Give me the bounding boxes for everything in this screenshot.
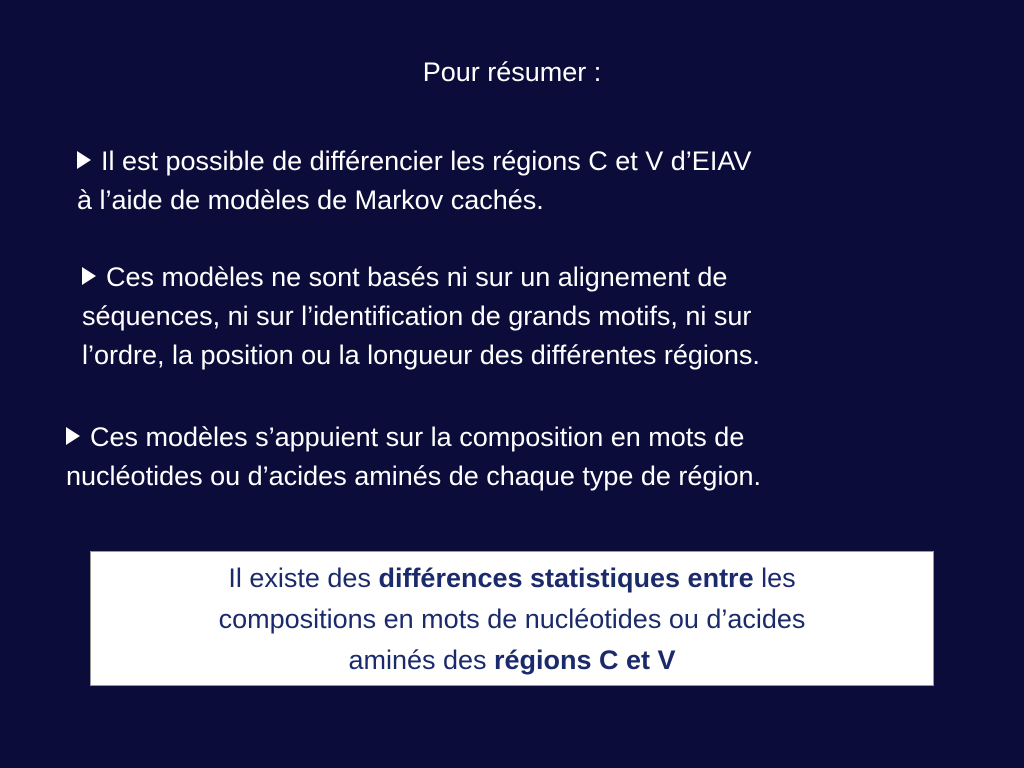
summary-line-1-pre: Il existe des xyxy=(228,563,379,593)
bullet-2-line-2: séquences, ni sur l’identification de grands motifs, ni sur xyxy=(82,301,752,331)
bullet-3-line-1: Ces modèles s’appuient sur la composition en mots de xyxy=(90,422,745,452)
bullet-2-line-1: Ces modèles ne sont basés ni sur un alignement de xyxy=(106,262,728,292)
summary-box xyxy=(90,551,934,686)
summary-emphasis-regions: régions C et V xyxy=(494,645,676,675)
bullet-2-line-3: l’ordre, la position ou la longueur des différentes régions. xyxy=(82,340,760,370)
arrow-bullet-icon xyxy=(82,267,96,285)
arrow-bullet-icon xyxy=(77,151,91,169)
bullet-point-2 xyxy=(82,258,760,375)
arrow-bullet-icon xyxy=(66,427,80,445)
summary-line-3-pre: aminés des xyxy=(348,645,495,675)
summary-line-1-post: les xyxy=(753,563,796,593)
summary-emphasis-differences: différences statistiques entre xyxy=(378,563,754,593)
bullet-point-1 xyxy=(77,142,751,220)
bullet-1-line-1: Il est possible de différencier les régions C et V d’EIAV xyxy=(101,146,752,176)
bullet-1-line-2: à l’aide de modèles de Markov cachés. xyxy=(77,185,544,215)
summary-line-2: compositions en mots de nucléotides ou d’acides xyxy=(218,604,806,634)
slide-title: Pour résumer : xyxy=(422,57,602,87)
bullet-3-line-2: nucléotides ou d’acides aminés de chaque type de région. xyxy=(66,461,761,491)
bullet-point-3 xyxy=(66,418,761,496)
